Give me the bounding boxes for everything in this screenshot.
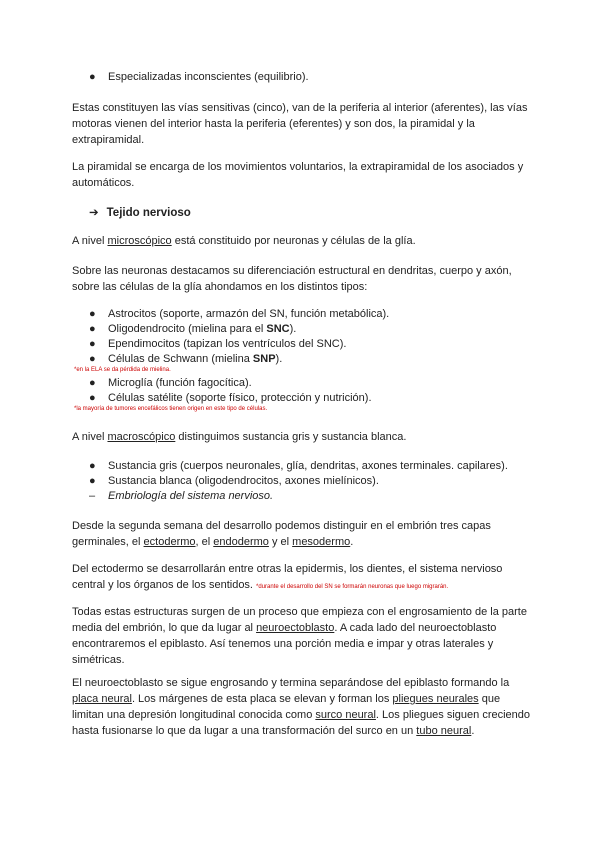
bullet-text: Células satélite (soporte físico, protección y nutrición). [108, 392, 372, 404]
bullet-text: Ependimocitos (tapizan los ventrículos del SNC). [108, 338, 347, 350]
text: El neuroectoblasto se sigue engrosando y termina separándose del epiblasto formando la [72, 677, 510, 689]
paragraph-neuronas: Sobre las neuronas destacamos su diferenciación estructural en dendritas, cuerpo y axón, sobre las células de la glía ahondamos en los distintos tipos: [72, 265, 512, 293]
bullet-dot: ● [89, 338, 96, 350]
paragraph-estructuras [72, 604, 532, 668]
note-tumores: *la mayoría de tumores encefálicos tienen origen en este tipo de células. [74, 406, 268, 412]
text: Desde la segunda semana del desarrollo podemos distinguir en el embrión tres capas germinales, el [72, 520, 491, 548]
bullet-text: Astrocitos (soporte, armazón del SN, función metabólica). [108, 308, 390, 320]
text: . [350, 536, 354, 548]
bullet-dot: ● [89, 323, 96, 335]
text: , el [195, 536, 214, 548]
bullet-text: Sustancia blanca (oligodendrocitos, axones mielínicos). [108, 475, 379, 487]
text: está constituido por neuronas y células de la glía. [171, 235, 416, 247]
paragraph-macroscopico [72, 429, 532, 445]
text: . Los pliegues siguen creciendo hasta fusionarse lo que da lugar a una transformación del surco en un [72, 709, 531, 737]
paragraph-piramidal: La piramidal se encarga de los movimientos voluntarios, la extrapiramidal de los asociados y automáticos. [72, 161, 524, 189]
paragraph-microscopico [72, 233, 532, 249]
text: Oligodendrocito (mielina para el [108, 323, 267, 335]
paragraph-placa-neural [72, 675, 532, 739]
bullet-text: Especializadas inconscientes (equilibrio). [108, 71, 309, 83]
text: Del ectodermo se desarrollarán entre otras la epidermis, los dientes, el sistema nervioso central y los órganos de los sentidos. [72, 563, 503, 591]
term-mesodermo: mesodermo [292, 536, 351, 548]
text: . [471, 725, 475, 737]
dash-mark: – [89, 490, 96, 502]
paragraph-ectodermo [72, 561, 532, 595]
bullet-dot: ● [89, 460, 96, 472]
text: A nivel [72, 431, 108, 443]
text: A nivel [72, 235, 108, 247]
bullet-dot: ● [89, 71, 96, 83]
term-surco-neural: surco neural [315, 709, 376, 721]
bullet-dot: ● [89, 377, 96, 389]
term-microscopico: microscópico [107, 235, 172, 247]
term-macroscopico: macroscópico [107, 431, 176, 443]
section-heading [89, 205, 191, 219]
italic-embriologia: Embriología del sistema nervioso. [108, 490, 274, 502]
text: Todas estas estructuras surgen de un proceso que empieza con el engrosamiento de la parte media del embrión, lo que da lugar al [72, 606, 527, 634]
text: . A cada lado del neuroectoblasto encontraremos el epiblasto. Así tenemos una porción media e impar y otras laterales y simétricas. [72, 622, 497, 666]
paragraph-capas [72, 518, 532, 550]
term-ectodermo: ectodermo [143, 536, 196, 548]
heading-text: Tejido nervioso [106, 207, 191, 219]
note-desarrollo: *durante el desarrollo del SN se formarán neuronas que luego migrarán. [256, 584, 449, 590]
bullet-dot: ● [89, 475, 96, 487]
term-endodermo: endodermo [213, 536, 269, 548]
text: ). [289, 323, 297, 335]
text [108, 489, 273, 504]
paragraph-vias: Estas constituyen las vías sensitivas (cinco), van de la periferia al interior (aferentes), las vías motoras vienen del interior hasta la periferia (eferentes) y son dos, la piramidal y la extrapiramidal. [72, 102, 528, 146]
text: que limitan una depresión longitudinal conocida como [72, 693, 501, 721]
bullet-dot: ● [89, 353, 96, 365]
bold-snp: SNP [252, 353, 276, 365]
bullet-text [108, 322, 296, 337]
arrow-icon: ➔ [89, 207, 99, 219]
text: y el [268, 536, 293, 548]
term-neuroectoblasto: neuroectoblasto [256, 622, 335, 634]
bullet-text: Microglía (función fagocítica). [108, 377, 252, 389]
text: . Los márgenes de esta placa se elevan y forman los [131, 693, 393, 705]
bullet-text [108, 352, 282, 367]
bullet-dot: ● [89, 308, 96, 320]
bullet-dot: ● [89, 392, 96, 404]
term-placa-neural: placa neural [72, 693, 132, 705]
bullet-text: Sustancia gris (cuerpos neuronales, glía, dendritas, axones terminales. capilares). [108, 460, 508, 472]
term-tubo-neural: tubo neural [416, 725, 472, 737]
text: Células de Schwann (mielina [108, 353, 253, 365]
note-ela: *en la ELA se da pérdida de mielina. [74, 367, 171, 373]
text: ). [275, 353, 283, 365]
bold-snc: SNC [266, 323, 290, 335]
term-pliegues-neurales: pliegues neurales [392, 693, 479, 705]
text: distinguimos sustancia gris y sustancia blanca. [175, 431, 407, 443]
